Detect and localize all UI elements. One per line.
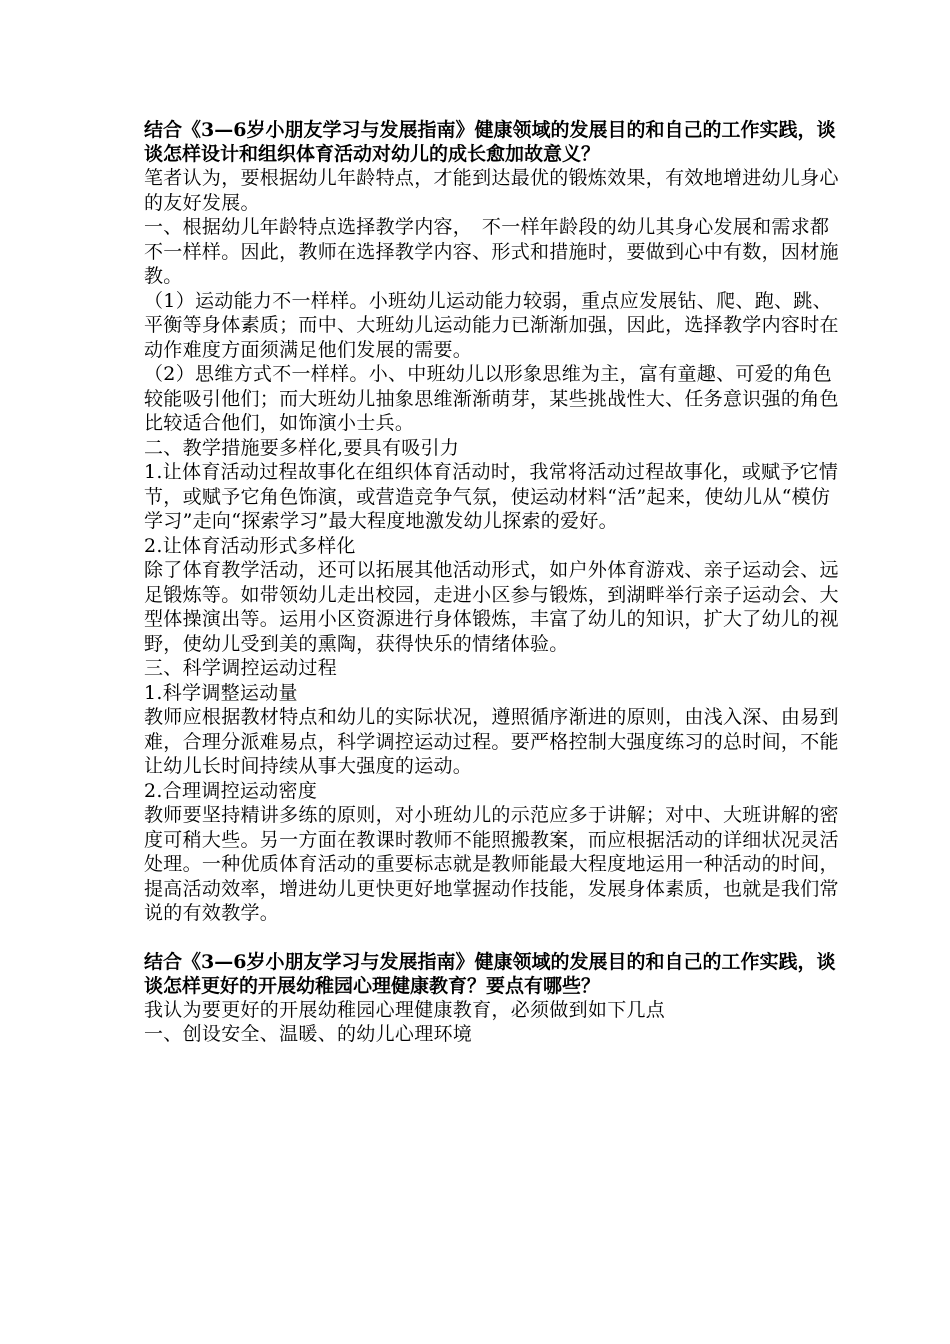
- section-heading: 结合《3—6岁小朋友学习与发展指南》健康领域的发展目的和自己的工作实践，谈谈怎样更好的开展幼稚园心理健康教育？要点有哪些？: [144, 950, 836, 997]
- paragraph: （2）思维方式不一样样。小、中班幼儿以形象思维为主，富有童趣、可爱的角色较能吸引他们；而大班幼儿抽象思维渐渐萌芽，某些挑战性大、任务意识强的角色比较适合他们，如饰演小士兵。: [144, 363, 839, 434]
- paragraph: 1.让体育活动过程故事化在组织体育活动时，我常将活动过程故事化，或赋予它情节，或赋予它角色饰演，或营造竞争气氛，使运动材料“活”起来，使幼儿从“模仿学习”走向“探索学习”最大程度地激发幼儿探索的爱好。: [144, 461, 839, 532]
- paragraph: （1）运动能力不一样样。小班幼儿运动能力较弱，重点应发展钻、爬、跑、跳、平衡等身体素质；而中、大班幼儿运动能力已渐渐加强，因此，选择教学内容时在动作难度方面须满足他们发展的需要。: [144, 289, 839, 361]
- section-2: [144, 950, 844, 1047]
- paragraph: 笔者认为，要根据幼儿年龄特点，才能到达最优的锻炼效果，有效地增进幼儿身心的友好发展。: [144, 167, 839, 214]
- paragraph: 2.合理调控运动密度: [144, 779, 318, 802]
- paragraph: 三、科学调控运动过程: [144, 657, 338, 679]
- paragraph: 一、根据幼儿年龄特点选择教学内容， 不一样年龄段的幼儿其身心发展和需求都不一样样。因此，教师在选择教学内容、形式和措施时，要做到心中有数，因材施教。: [144, 216, 839, 287]
- paragraph: 教师要坚持精讲多练的原则，对小班幼儿的示范应多于讲解；对中、大班讲解的密度可稍大些。另一方面在教课时教师不能照搬教案，而应根据活动的详细状况灵活处理。一种优质体育活动的重要标志就是教师能最大程度地运用一种活动的时间，提高活动效率，增进幼儿更快更好地掌握动作技能，发展身体素质，也就是我们常说的有效教学。: [144, 804, 839, 924]
- paragraph: 教师应根据教材特点和幼儿的实际状况，遵照循序渐进的原则，由浅入深、由易到难，合理分派难易点，科学调控运动过程。要严格控制大强度练习的总时间，不能让幼儿长时间持续从事大强度的运动。: [144, 706, 839, 777]
- document-page: [144, 118, 844, 1047]
- paragraph: 二、教学措施要多样化,要具有吸引力: [144, 436, 460, 459]
- section-1: [144, 118, 844, 926]
- paragraph: 一、创设安全、温暖、的幼儿心理环境: [144, 1023, 473, 1045]
- paragraph: 我认为要更好的开展幼稚园心理健康教育，必须做到如下几点: [144, 998, 666, 1021]
- section-gap: [144, 926, 844, 950]
- paragraph: 除了体育教学活动，还可以拓展其他活动形式，如户外体育游戏、亲子运动会、远足锻炼等。如带领幼儿走出校园，走进小区参与锻炼，到湖畔举行亲子运动会、大型体操演出等。运用小区资源进行身体锻炼，丰富了幼儿的知识，扩大了幼儿的视野，使幼儿受到美的熏陶，获得快乐的情绪体验。: [144, 559, 839, 655]
- section-heading: 结合《3—6岁小朋友学习与发展指南》健康领域的发展目的和自己的工作实践，谈谈怎样设计和组织体育活动对幼儿的成长愈加故意义？: [144, 119, 836, 165]
- paragraph: 2.让体育活动形式多样化: [144, 534, 356, 557]
- paragraph: 1.科学调整运动量: [144, 681, 298, 704]
